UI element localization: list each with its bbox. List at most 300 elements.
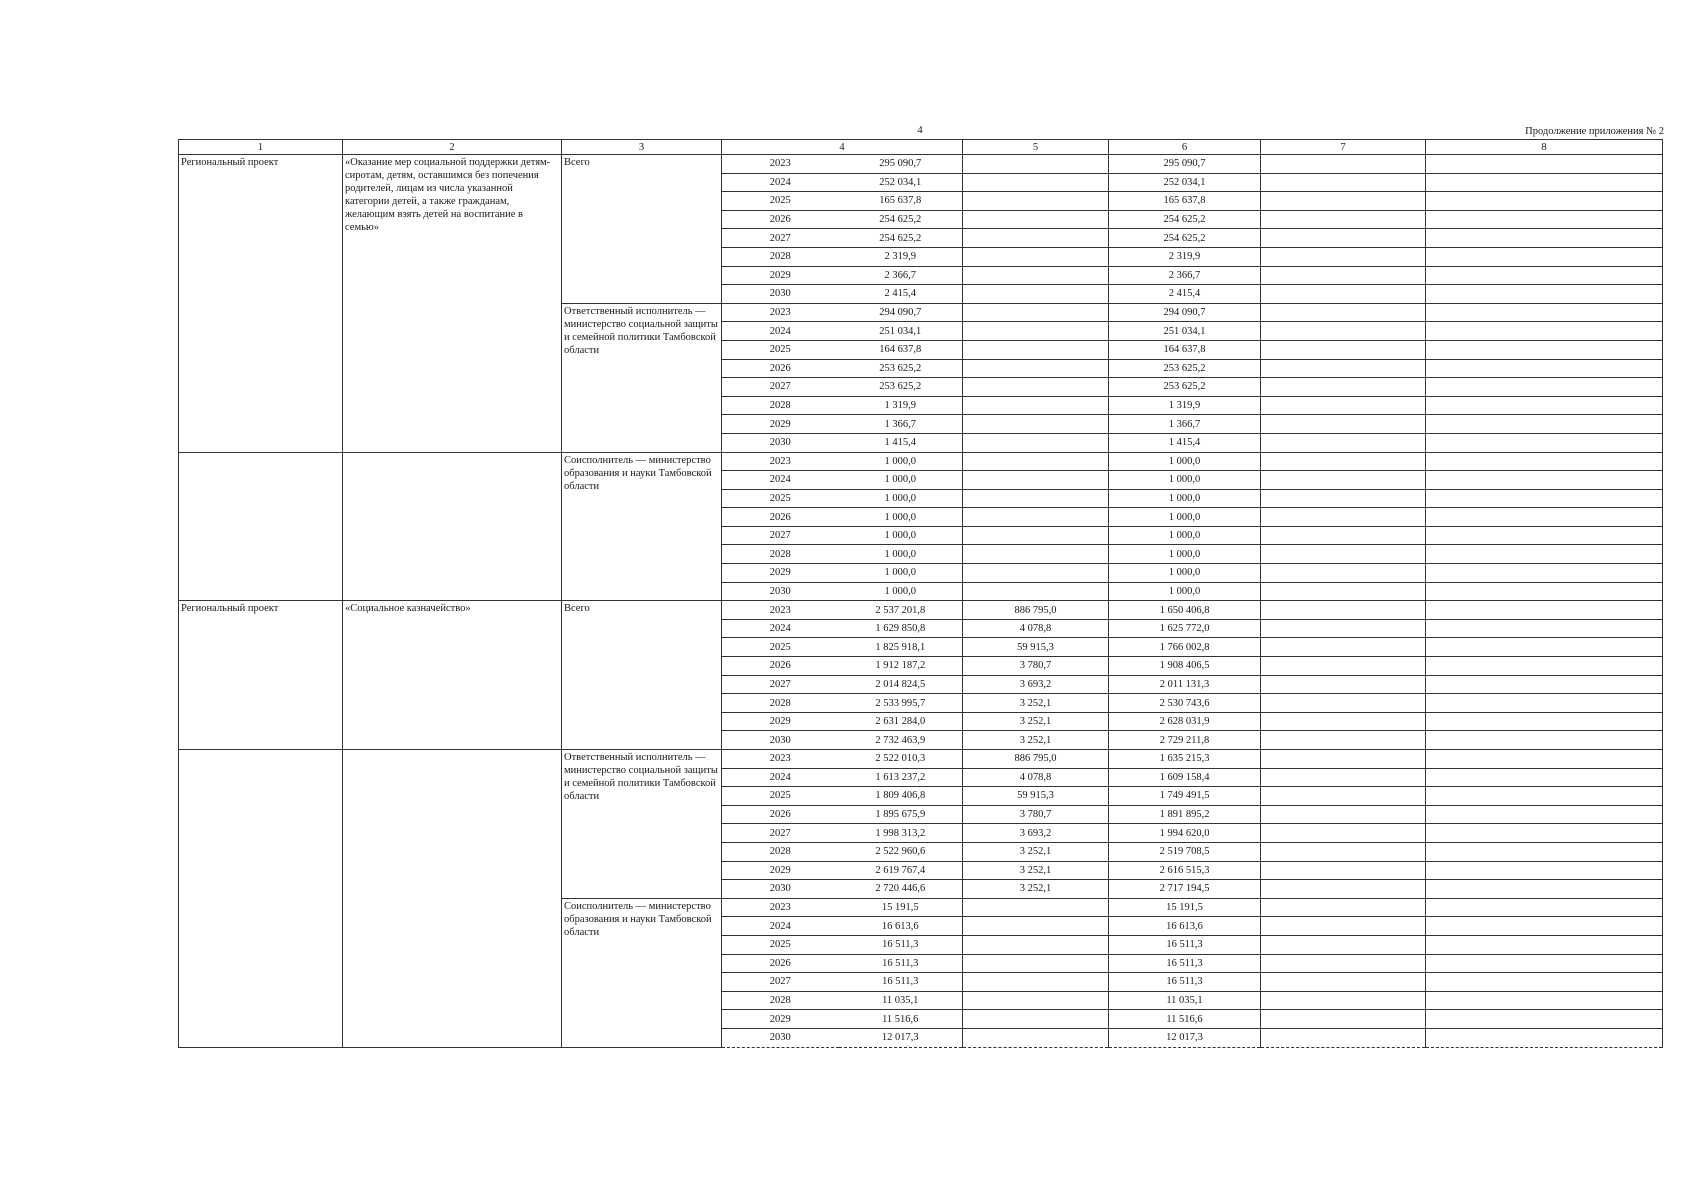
cell-col7: [1261, 712, 1426, 731]
table-row: [179, 452, 1663, 471]
cell-total: 1 000,0: [839, 564, 963, 583]
cell-regional: 295 090,7: [1109, 155, 1261, 174]
cell-total: 11 516,6: [839, 1010, 963, 1029]
cell-federal: [963, 564, 1109, 583]
cell-project-type: [179, 750, 343, 1048]
header-row: [179, 140, 1663, 155]
cell-col8: [1426, 285, 1663, 304]
cell-project-name: [343, 750, 562, 1048]
cell-federal: [963, 935, 1109, 954]
cell-total: 295 090,7: [839, 155, 963, 174]
cell-year: 2030: [722, 285, 839, 304]
cell-col8: [1426, 471, 1663, 490]
cell-federal: 3 252,1: [963, 731, 1109, 750]
cell-regional: 16 511,3: [1109, 935, 1261, 954]
cell-federal: 3 252,1: [963, 712, 1109, 731]
cell-regional: 1 000,0: [1109, 564, 1261, 583]
cell-regional: 2 519 708,5: [1109, 842, 1261, 861]
cell-federal: [963, 415, 1109, 434]
cell-federal: 3 693,2: [963, 824, 1109, 843]
cell-total: 251 034,1: [839, 322, 963, 341]
cell-col7: [1261, 842, 1426, 861]
cell-regional: 1 000,0: [1109, 545, 1261, 564]
cell-year: 2026: [722, 954, 839, 973]
cell-col8: [1426, 229, 1663, 248]
cell-col8: [1426, 247, 1663, 266]
cell-col7: [1261, 471, 1426, 490]
cell-year: 2023: [722, 898, 839, 917]
page-number: 4: [917, 125, 923, 136]
cell-regional: 1 000,0: [1109, 526, 1261, 545]
cell-year: 2029: [722, 712, 839, 731]
cell-regional: 165 637,8: [1109, 192, 1261, 211]
cell-total: 2 537 201,8: [839, 601, 963, 620]
cell-col7: [1261, 898, 1426, 917]
cell-federal: [963, 954, 1109, 973]
cell-year: 2025: [722, 489, 839, 508]
cell-federal: [963, 1028, 1109, 1047]
cell-total: 16 613,6: [839, 917, 963, 936]
cell-year: 2027: [722, 378, 839, 397]
cell-col7: [1261, 638, 1426, 657]
cell-col8: [1426, 415, 1663, 434]
cell-regional: 2 717 194,5: [1109, 880, 1261, 899]
cell-total: 1 319,9: [839, 396, 963, 415]
cell-regional: 254 625,2: [1109, 210, 1261, 229]
cell-federal: [963, 508, 1109, 527]
cell-col8: [1426, 155, 1663, 174]
cell-regional: 16 511,3: [1109, 954, 1261, 973]
cell-total: 2 014 824,5: [839, 675, 963, 694]
cell-total: 252 034,1: [839, 173, 963, 192]
cell-federal: [963, 898, 1109, 917]
cell-project-type: [179, 452, 343, 601]
cell-col7: [1261, 545, 1426, 564]
cell-col7: [1261, 340, 1426, 359]
cell-total: 2 366,7: [839, 266, 963, 285]
cell-federal: [963, 526, 1109, 545]
cell-federal: [963, 173, 1109, 192]
cell-year: 2023: [722, 601, 839, 620]
cell-col8: [1426, 917, 1663, 936]
cell-executor: Всего: [562, 155, 722, 304]
cell-col7: [1261, 192, 1426, 211]
cell-regional: 1 319,9: [1109, 396, 1261, 415]
cell-col7: [1261, 396, 1426, 415]
cell-federal: [963, 285, 1109, 304]
cell-total: 1 998 313,2: [839, 824, 963, 843]
cell-total: 1 415,4: [839, 433, 963, 452]
cell-col8: [1426, 861, 1663, 880]
cell-year: 2027: [722, 973, 839, 992]
cell-regional: 2 628 031,9: [1109, 712, 1261, 731]
cell-total: 2 319,9: [839, 247, 963, 266]
cell-regional: 1 994 620,0: [1109, 824, 1261, 843]
cell-regional: 164 637,8: [1109, 340, 1261, 359]
cell-year: 2029: [722, 564, 839, 583]
cell-year: 2029: [722, 266, 839, 285]
cell-federal: [963, 359, 1109, 378]
cell-federal: [963, 582, 1109, 601]
cell-total: 2 522 960,6: [839, 842, 963, 861]
cell-regional: 2 729 211,8: [1109, 731, 1261, 750]
cell-col8: [1426, 694, 1663, 713]
cell-regional: 1 000,0: [1109, 508, 1261, 527]
cell-year: 2025: [722, 638, 839, 657]
cell-col7: [1261, 285, 1426, 304]
cell-year: 2026: [722, 359, 839, 378]
cell-col8: [1426, 192, 1663, 211]
cell-year: 2024: [722, 768, 839, 787]
cell-total: 1 809 406,8: [839, 787, 963, 806]
cell-federal: [963, 340, 1109, 359]
cell-col7: [1261, 322, 1426, 341]
cell-federal: [963, 396, 1109, 415]
cell-year: 2029: [722, 1010, 839, 1029]
cell-year: 2029: [722, 861, 839, 880]
cell-col7: [1261, 452, 1426, 471]
cell-year: 2027: [722, 824, 839, 843]
cell-executor: Ответственный исполнитель — министерство социальной защиты и семейной политики Тамбовской области: [562, 303, 722, 452]
cell-project-name: [343, 452, 562, 601]
cell-regional: 12 017,3: [1109, 1028, 1261, 1047]
cell-federal: 4 078,8: [963, 768, 1109, 787]
cell-year: 2025: [722, 340, 839, 359]
cell-total: 1 825 918,1: [839, 638, 963, 657]
cell-year: 2027: [722, 526, 839, 545]
cell-year: 2028: [722, 545, 839, 564]
cell-col7: [1261, 768, 1426, 787]
cell-year: 2028: [722, 694, 839, 713]
cell-total: 253 625,2: [839, 359, 963, 378]
header-col-3: 3: [562, 140, 722, 155]
cell-federal: 3 252,1: [963, 861, 1109, 880]
cell-col8: [1426, 675, 1663, 694]
cell-federal: 59 915,3: [963, 787, 1109, 806]
cell-regional: 1 415,4: [1109, 433, 1261, 452]
cell-regional: 11 035,1: [1109, 991, 1261, 1010]
cell-federal: 3 693,2: [963, 675, 1109, 694]
cell-year: 2026: [722, 210, 839, 229]
cell-regional: 2 530 743,6: [1109, 694, 1261, 713]
cell-col7: [1261, 619, 1426, 638]
cell-federal: [963, 266, 1109, 285]
cell-col8: [1426, 173, 1663, 192]
cell-regional: 294 090,7: [1109, 303, 1261, 322]
cell-regional: 252 034,1: [1109, 173, 1261, 192]
cell-federal: [963, 489, 1109, 508]
cell-regional: 1 635 215,3: [1109, 750, 1261, 769]
cell-col7: [1261, 861, 1426, 880]
cell-year: 2023: [722, 452, 839, 471]
cell-total: 1 613 237,2: [839, 768, 963, 787]
cell-federal: [963, 192, 1109, 211]
cell-col7: [1261, 694, 1426, 713]
cell-year: 2026: [722, 657, 839, 676]
cell-federal: 3 252,1: [963, 880, 1109, 899]
cell-year: 2030: [722, 582, 839, 601]
cell-col7: [1261, 155, 1426, 174]
cell-regional: 1 908 406,5: [1109, 657, 1261, 676]
cell-total: 2 720 446,6: [839, 880, 963, 899]
cell-year: 2028: [722, 991, 839, 1010]
cell-regional: 1 000,0: [1109, 489, 1261, 508]
cell-col7: [1261, 433, 1426, 452]
cell-regional: 11 516,6: [1109, 1010, 1261, 1029]
cell-regional: 2 415,4: [1109, 285, 1261, 304]
cell-regional: 1 749 491,5: [1109, 787, 1261, 806]
cell-total: 2 732 463,9: [839, 731, 963, 750]
table-row: [179, 601, 1663, 620]
cell-year: 2030: [722, 731, 839, 750]
cell-total: 1 000,0: [839, 471, 963, 490]
cell-col8: [1426, 322, 1663, 341]
cell-year: 2025: [722, 935, 839, 954]
cell-col7: [1261, 489, 1426, 508]
cell-col8: [1426, 266, 1663, 285]
cell-col8: [1426, 824, 1663, 843]
cell-col8: [1426, 880, 1663, 899]
cell-project-type: Региональный проект: [179, 155, 343, 453]
cell-federal: 59 915,3: [963, 638, 1109, 657]
cell-regional: 2 319,9: [1109, 247, 1261, 266]
cell-total: 254 625,2: [839, 229, 963, 248]
header-col-4: 4: [722, 140, 963, 155]
cell-year: 2025: [722, 787, 839, 806]
cell-col8: [1426, 1010, 1663, 1029]
cell-col8: [1426, 564, 1663, 583]
cell-col8: [1426, 657, 1663, 676]
cell-federal: [963, 471, 1109, 490]
cell-regional: 2 366,7: [1109, 266, 1261, 285]
cell-col7: [1261, 378, 1426, 397]
cell-regional: 16 511,3: [1109, 973, 1261, 992]
cell-col8: [1426, 973, 1663, 992]
cell-col8: [1426, 582, 1663, 601]
cell-col7: [1261, 657, 1426, 676]
cell-federal: [963, 917, 1109, 936]
cell-col8: [1426, 378, 1663, 397]
cell-col8: [1426, 619, 1663, 638]
cell-col8: [1426, 526, 1663, 545]
cell-year: 2030: [722, 1028, 839, 1047]
cell-col8: [1426, 303, 1663, 322]
cell-regional: 1 650 406,8: [1109, 601, 1261, 620]
cell-total: 15 191,5: [839, 898, 963, 917]
cell-col8: [1426, 508, 1663, 527]
cell-col8: [1426, 340, 1663, 359]
cell-year: 2029: [722, 415, 839, 434]
cell-total: 294 090,7: [839, 303, 963, 322]
cell-total: 2 619 767,4: [839, 861, 963, 880]
cell-executor: Ответственный исполнитель — министерство социальной защиты и семейной политики Тамбовской области: [562, 750, 722, 899]
cell-col8: [1426, 731, 1663, 750]
cell-regional: 1 609 158,4: [1109, 768, 1261, 787]
header-col-2: 2: [343, 140, 562, 155]
cell-col7: [1261, 675, 1426, 694]
cell-total: 254 625,2: [839, 210, 963, 229]
cell-year: 2024: [722, 322, 839, 341]
cell-regional: 1 366,7: [1109, 415, 1261, 434]
cell-regional: 251 034,1: [1109, 322, 1261, 341]
cell-regional: 1 000,0: [1109, 582, 1261, 601]
cell-total: 165 637,8: [839, 192, 963, 211]
cell-total: 1 000,0: [839, 582, 963, 601]
cell-year: 2024: [722, 173, 839, 192]
cell-year: 2027: [722, 675, 839, 694]
cell-total: 1 000,0: [839, 508, 963, 527]
continuation-note: Продолжение приложения № 2: [1525, 126, 1664, 137]
cell-col8: [1426, 396, 1663, 415]
cell-executor: Соисполнитель — министерство образования и науки Тамбовской области: [562, 898, 722, 1047]
cell-total: 2 533 995,7: [839, 694, 963, 713]
cell-regional: 1 000,0: [1109, 452, 1261, 471]
cell-col7: [1261, 173, 1426, 192]
cell-federal: 3 780,7: [963, 657, 1109, 676]
cell-year: 2028: [722, 842, 839, 861]
cell-year: 2027: [722, 229, 839, 248]
cell-total: 2 415,4: [839, 285, 963, 304]
cell-year: 2023: [722, 750, 839, 769]
cell-col8: [1426, 489, 1663, 508]
cell-year: 2023: [722, 303, 839, 322]
cell-col7: [1261, 601, 1426, 620]
cell-col7: [1261, 266, 1426, 285]
cell-regional: 2 011 131,3: [1109, 675, 1261, 694]
cell-col8: [1426, 842, 1663, 861]
cell-col7: [1261, 582, 1426, 601]
cell-col8: [1426, 545, 1663, 564]
cell-col7: [1261, 359, 1426, 378]
cell-total: 1 000,0: [839, 452, 963, 471]
cell-col8: [1426, 712, 1663, 731]
cell-project-name: «Оказание мер социальной поддержки детям-сиротам, детям, оставшимся без попечения родителей, лицам из числа указанной категории детей, а также гражданам, желающим взять детей на воспитание в семью»: [343, 155, 562, 453]
header-col-7: 7: [1261, 140, 1426, 155]
cell-federal: [963, 452, 1109, 471]
cell-regional: 253 625,2: [1109, 359, 1261, 378]
cell-col8: [1426, 433, 1663, 452]
cell-year: 2028: [722, 247, 839, 266]
cell-col8: [1426, 898, 1663, 917]
cell-federal: 3 252,1: [963, 694, 1109, 713]
cell-col7: [1261, 824, 1426, 843]
cell-federal: 3 780,7: [963, 805, 1109, 824]
cell-col7: [1261, 1028, 1426, 1047]
cell-total: 16 511,3: [839, 935, 963, 954]
cell-federal: 886 795,0: [963, 601, 1109, 620]
cell-col8: [1426, 359, 1663, 378]
cell-project-name: «Социальное казначейство»: [343, 601, 562, 750]
cell-total: 1 000,0: [839, 545, 963, 564]
cell-federal: [963, 155, 1109, 174]
cell-federal: 4 078,8: [963, 619, 1109, 638]
cell-col7: [1261, 526, 1426, 545]
cell-col7: [1261, 991, 1426, 1010]
cell-total: 1 895 675,9: [839, 805, 963, 824]
cell-year: 2024: [722, 619, 839, 638]
cell-col8: [1426, 991, 1663, 1010]
cell-federal: [963, 545, 1109, 564]
cell-federal: [963, 210, 1109, 229]
cell-federal: [963, 991, 1109, 1010]
cell-col7: [1261, 973, 1426, 992]
header-col-5: 5: [963, 140, 1109, 155]
cell-col7: [1261, 415, 1426, 434]
cell-total: 16 511,3: [839, 973, 963, 992]
header-col-8: 8: [1426, 140, 1663, 155]
cell-col7: [1261, 508, 1426, 527]
budget-table: [178, 139, 1663, 1048]
table-row: [179, 155, 1663, 174]
cell-col7: [1261, 303, 1426, 322]
cell-total: 16 511,3: [839, 954, 963, 973]
cell-col7: [1261, 805, 1426, 824]
cell-regional: 2 616 515,3: [1109, 861, 1261, 880]
cell-year: 2030: [722, 433, 839, 452]
cell-col7: [1261, 229, 1426, 248]
cell-total: 11 035,1: [839, 991, 963, 1010]
cell-col7: [1261, 564, 1426, 583]
cell-col7: [1261, 247, 1426, 266]
cell-regional: 15 191,5: [1109, 898, 1261, 917]
cell-col7: [1261, 750, 1426, 769]
cell-total: 2 522 010,3: [839, 750, 963, 769]
cell-col8: [1426, 601, 1663, 620]
cell-federal: [963, 973, 1109, 992]
cell-col7: [1261, 731, 1426, 750]
cell-col8: [1426, 452, 1663, 471]
cell-total: 253 625,2: [839, 378, 963, 397]
cell-total: 12 017,3: [839, 1028, 963, 1047]
cell-federal: [963, 433, 1109, 452]
cell-col8: [1426, 210, 1663, 229]
cell-col7: [1261, 787, 1426, 806]
cell-executor: Соисполнитель — министерство образования и науки Тамбовской области: [562, 452, 722, 601]
cell-total: 1 000,0: [839, 526, 963, 545]
cell-year: 2026: [722, 805, 839, 824]
cell-col7: [1261, 935, 1426, 954]
table-row: [179, 750, 1663, 769]
cell-col8: [1426, 750, 1663, 769]
cell-executor: Всего: [562, 601, 722, 750]
cell-total: 164 637,8: [839, 340, 963, 359]
cell-regional: 16 613,6: [1109, 917, 1261, 936]
cell-project-type: Региональный проект: [179, 601, 343, 750]
cell-regional: 254 625,2: [1109, 229, 1261, 248]
cell-year: 2030: [722, 880, 839, 899]
cell-col8: [1426, 787, 1663, 806]
cell-col7: [1261, 954, 1426, 973]
cell-federal: [963, 247, 1109, 266]
cell-federal: [963, 1010, 1109, 1029]
cell-col8: [1426, 638, 1663, 657]
cell-regional: 1 891 895,2: [1109, 805, 1261, 824]
cell-col7: [1261, 210, 1426, 229]
cell-federal: [963, 229, 1109, 248]
cell-regional: 253 625,2: [1109, 378, 1261, 397]
cell-total: 1 366,7: [839, 415, 963, 434]
cell-col7: [1261, 1010, 1426, 1029]
cell-federal: [963, 303, 1109, 322]
cell-col8: [1426, 954, 1663, 973]
cell-col8: [1426, 935, 1663, 954]
cell-year: 2024: [722, 471, 839, 490]
cell-col8: [1426, 805, 1663, 824]
cell-year: 2028: [722, 396, 839, 415]
cell-col7: [1261, 917, 1426, 936]
cell-year: 2023: [722, 155, 839, 174]
cell-total: 1 912 187,2: [839, 657, 963, 676]
